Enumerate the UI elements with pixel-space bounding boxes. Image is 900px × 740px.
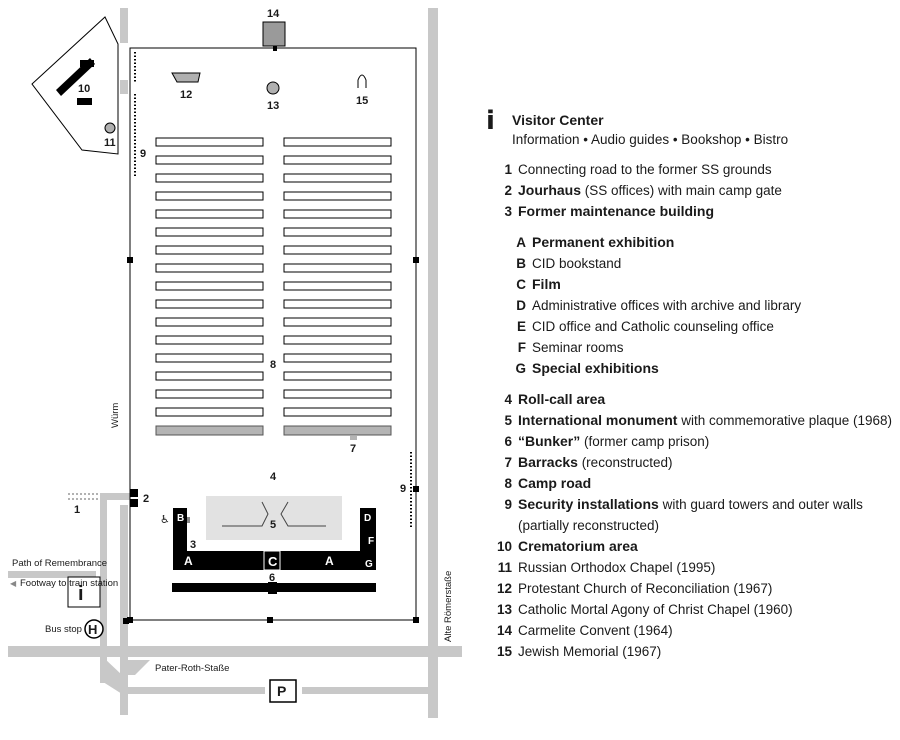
legend-item-text: [518, 641, 896, 662]
marker-10: 10: [78, 83, 91, 95]
marker-11: 11: [104, 137, 116, 149]
legend-item-2: [486, 180, 896, 201]
legend-item-number: 8: [504, 476, 512, 491]
road-bend-2: [124, 660, 150, 675]
legend-item-text: [518, 557, 896, 578]
barrack-reconstructed: [284, 426, 391, 435]
legend-item-text: [532, 337, 896, 358]
catholic-chapel: [267, 82, 279, 94]
barrack: [284, 372, 391, 380]
barrack: [156, 372, 263, 380]
letter-A-left: A: [184, 554, 193, 568]
barrack: [284, 390, 391, 398]
alte-roemer-label: Alte Römerstaße: [443, 570, 454, 642]
barrack: [284, 408, 391, 416]
legend-item-number: G: [515, 361, 526, 376]
legend-item-text: [532, 253, 896, 274]
legend-item-text: [532, 232, 896, 253]
marker-1: 1: [74, 504, 81, 516]
parking-road: [120, 687, 265, 694]
barrack: [284, 300, 391, 308]
legend-item-number: A: [516, 235, 526, 250]
legend-item-number: 10: [496, 539, 512, 554]
legend-item-number: 15: [496, 644, 512, 659]
alte-roemer-road: [428, 8, 438, 718]
barrack: [284, 336, 391, 344]
legend-item-13: [486, 599, 896, 620]
legend-item-12: [486, 578, 896, 599]
barrack: [284, 210, 391, 218]
marker-6: 6: [269, 572, 276, 584]
parking-road-right: [302, 687, 430, 694]
legend-item-number: E: [516, 319, 526, 334]
bus-stop: [45, 620, 103, 638]
legend-item-rest: Seminar rooms: [532, 340, 624, 355]
bus-symbol: H: [88, 622, 98, 637]
legend-item-text: [518, 620, 896, 641]
legend-item-10: [486, 536, 896, 557]
roll-call-plaza: [206, 496, 342, 540]
legend-item-bold: Crematorium area: [518, 538, 638, 554]
legend-item-number: 3: [504, 204, 512, 219]
legend-item-rest: (SS offices) with main camp gate: [581, 183, 782, 198]
legend-item-rest: Connecting road to the former SS grounds: [518, 162, 772, 177]
legend-item-1: [486, 159, 896, 180]
legend-item-8: [486, 473, 896, 494]
barrack: [156, 300, 263, 308]
legend-item-number: D: [516, 298, 526, 313]
legend-item-number: 14: [496, 623, 512, 638]
legend-item-rest: Jewish Memorial (1967): [518, 644, 662, 659]
legend-item-text: [532, 274, 896, 295]
marker-12: 12: [180, 89, 193, 101]
legend-item-text: [532, 316, 896, 337]
bus-stop-label: Bus stop: [45, 624, 82, 635]
barrack: [156, 318, 263, 326]
footway-arrow-icon: ◀: [10, 579, 17, 588]
legend-item-rest: Administrative offices with archive and library: [532, 298, 802, 313]
visitor-center-title: Visitor Center: [512, 112, 604, 128]
marker-15: 15: [356, 95, 369, 107]
barrack: [284, 264, 391, 272]
legend-item-bold: Film: [532, 276, 561, 292]
legend-item-d: [500, 295, 896, 316]
legend-item-text: [518, 431, 896, 452]
legend-item-text: [518, 180, 896, 201]
barrack: [156, 282, 263, 290]
legend-item-text: [518, 473, 896, 494]
legend-item-rest: Catholic Mortal Agony of Christ Chapel (1960): [518, 602, 793, 617]
letter-F: F: [368, 536, 375, 547]
legend-item-bold: “Bunker”: [518, 433, 581, 449]
wheelchair-icon: ♿: [160, 514, 170, 526]
legend-item-text: [518, 201, 896, 222]
barrack-7-marker: [350, 436, 357, 440]
legend-item-bold: Special exhibitions: [532, 360, 659, 376]
legend-item-e: [500, 316, 896, 337]
legend-item-f: [500, 337, 896, 358]
barrack: [156, 354, 263, 362]
barrack: [156, 138, 263, 146]
legend-item-a: [500, 232, 896, 253]
jewish-memorial: [358, 75, 366, 88]
wuerm-road: [120, 8, 128, 43]
footway-label: [20, 578, 118, 589]
legend-item-number: 1: [504, 162, 512, 177]
legend-item-number: 9: [504, 497, 512, 512]
marker-2: 2: [143, 493, 150, 505]
legend-item-g: [500, 358, 896, 379]
barrack: [284, 246, 391, 254]
legend-item-text: [518, 578, 896, 599]
legend-item-rest: Russian Orthodox Chapel (1995): [518, 560, 716, 575]
road-bend: [100, 658, 122, 694]
legend-item-rest: with guard towers and outer walls (partially reconstructed): [518, 497, 863, 533]
letter-E: E: [361, 529, 368, 540]
legend-item-text: [518, 494, 896, 536]
carmelite-convent: [263, 22, 285, 51]
legend-sub-items: [500, 232, 896, 379]
legend-item-bold: Security installations: [518, 496, 659, 512]
legend-item-15: [486, 641, 896, 662]
barrack: [284, 318, 391, 326]
legend-item-text: [518, 159, 896, 180]
legend-item-14: [486, 620, 896, 641]
barrack: [156, 264, 263, 272]
footway-vertical: [100, 493, 107, 661]
legend-item-c: [500, 274, 896, 295]
protestant-church: [172, 73, 200, 82]
legend-item-rest: CID office and Catholic counseling office: [532, 319, 774, 334]
marker-8: 8: [270, 359, 277, 371]
legend-item-4: [486, 389, 896, 410]
legend: [486, 106, 896, 662]
barrack: [156, 174, 263, 182]
marker-13: 13: [267, 100, 280, 112]
legend-item-bold: Former maintenance building: [518, 203, 715, 219]
visitor-center-subtitle: Information • Audio guides • Bookshop • Bistro: [512, 132, 789, 147]
info-icon: i: [486, 106, 495, 136]
wuerm-label: Würm: [110, 402, 121, 428]
barrack: [156, 192, 263, 200]
legend-item-bold: International monument: [518, 412, 678, 428]
letter-G: G: [365, 559, 373, 570]
legend-item-text: [518, 599, 896, 620]
legend-item-number: F: [517, 340, 526, 355]
legend-items: [486, 159, 896, 222]
barrack: [284, 174, 391, 182]
legend-item-number: 2: [504, 183, 512, 198]
marker-4: 4: [270, 471, 277, 483]
legend-item-5: [486, 410, 896, 431]
barracks: [156, 138, 391, 435]
barrack: [284, 192, 391, 200]
wuerm-road-lower: [120, 80, 128, 94]
barrack: [156, 408, 263, 416]
legend-item-text: [518, 389, 896, 410]
legend-item-rest: (reconstructed): [577, 455, 673, 470]
legend-item-number: C: [516, 277, 526, 292]
barrack: [284, 138, 391, 146]
legend-item-6: [486, 431, 896, 452]
letter-D: D: [364, 513, 372, 524]
letter-C: C: [268, 554, 278, 569]
marker-5: 5: [270, 519, 277, 531]
path-of-remembrance-label: Path of Remembrance: [12, 558, 108, 569]
marker-3: 3: [190, 539, 197, 551]
legend-items-2: [486, 389, 896, 662]
legend-item-text: [532, 358, 896, 379]
legend-item-11: [486, 557, 896, 578]
connecting-road: [68, 494, 100, 499]
legend-item-number: 12: [496, 581, 512, 596]
footway-text: Footway to train station: [20, 578, 119, 589]
legend-item-bold: Barracks: [518, 454, 578, 470]
pater-roth-label: Pater-Roth-Staße: [155, 663, 230, 674]
jourhaus: [130, 489, 138, 507]
legend-item-number: 7: [504, 455, 512, 470]
barrack: [156, 210, 263, 218]
barrack: [156, 156, 263, 164]
legend-item-rest: CID bookstand: [532, 256, 622, 271]
legend-item-number: 6: [504, 434, 512, 449]
parking: [270, 680, 296, 702]
legend-item-rest: Carmelite Convent (1964): [518, 623, 673, 638]
legend-item-9: [486, 494, 896, 536]
barrack: [284, 228, 391, 236]
legend-item-text: [532, 295, 896, 316]
pater-roth-road: [8, 646, 462, 657]
legend-item-number: 11: [497, 560, 512, 575]
legend-item-rest: Protestant Church of Reconciliation (1967): [518, 581, 773, 596]
barrack: [284, 354, 391, 362]
legend-item-3: [486, 201, 896, 222]
letter-B: B: [177, 513, 185, 524]
legend-item-number: 5: [504, 413, 512, 428]
letter-A-right: A: [325, 554, 334, 568]
legend-item-rest: with commemorative plaque (1968): [677, 413, 893, 428]
legend-item-number: B: [516, 256, 526, 271]
legend-item-number: 4: [504, 392, 512, 407]
crematorium-area: [32, 17, 118, 154]
info-symbol: i: [78, 583, 84, 605]
legend-item-text: [518, 536, 896, 557]
barrack: [284, 156, 391, 164]
barrack-reconstructed: [156, 426, 263, 435]
map-marker-small: [123, 618, 129, 624]
legend-item-bold: Jourhaus: [518, 182, 582, 198]
legend-item-text: [518, 410, 896, 431]
legend-item-bold: Permanent exhibition: [532, 234, 675, 250]
marker-14: 14: [267, 8, 280, 20]
legend-item-rest: (former camp prison): [580, 434, 710, 449]
barrack: [156, 228, 263, 236]
barrack: [156, 246, 263, 254]
marker-9-left: 9: [140, 148, 147, 160]
legend-visitor-center: [486, 106, 896, 149]
legend-item-b: [500, 253, 896, 274]
marker-7: 7: [350, 443, 357, 455]
barrack: [156, 336, 263, 344]
legend-item-7: [486, 452, 896, 473]
legend-item-number: 13: [496, 602, 512, 617]
barrack: [156, 390, 263, 398]
parking-symbol: P: [277, 683, 287, 699]
legend-item-text: [518, 452, 896, 473]
barrack: [284, 282, 391, 290]
marker-9-right: 9: [400, 483, 407, 495]
legend-item-bold: Roll-call area: [518, 391, 606, 407]
legend-item-bold: Camp road: [518, 475, 592, 491]
